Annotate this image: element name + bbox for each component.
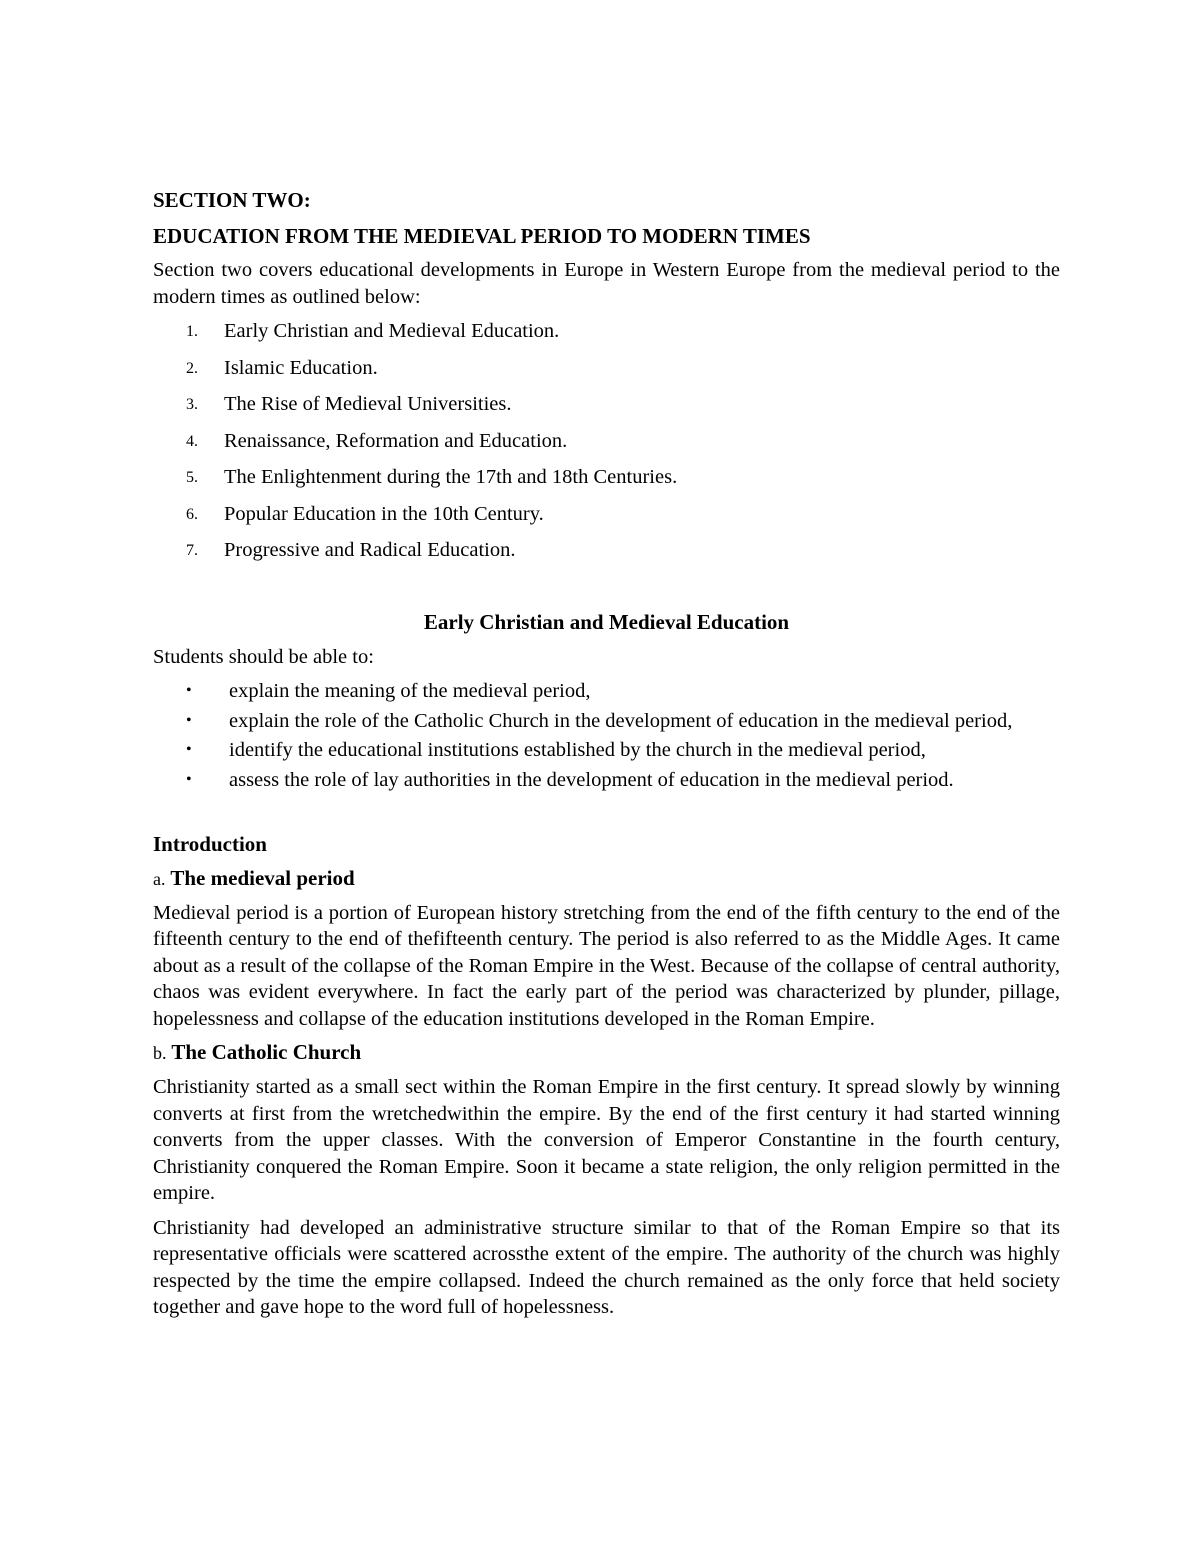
outline-list <box>153 318 1060 563</box>
students-intro: Students should be able to: <box>153 646 374 668</box>
objectives-list <box>153 678 1060 793</box>
bullet-icon: • <box>186 682 192 699</box>
subsection-b-letter: b. <box>153 1043 167 1063</box>
objective-text: identify the educational institutions established by the church in the medieval period, <box>229 739 926 761</box>
bullet-icon: • <box>186 741 192 758</box>
objective-text: explain the role of the Catholic Church in the development of education in the medieval period, <box>229 709 1013 732</box>
document-page <box>153 186 1060 1321</box>
section-label: SECTION TWO: <box>153 188 311 212</box>
introduction-heading: Introduction <box>153 831 267 856</box>
subsection-b-heading <box>153 1038 1060 1067</box>
outline-text: Progressive and Radical Education. <box>224 539 516 561</box>
outline-text: Early Christian and Medieval Education. <box>224 320 560 342</box>
outline-item <box>153 391 1060 417</box>
outline-number: 1. <box>186 323 198 340</box>
outline-text: The Enlightenment during the 17th and 18th Centuries. <box>224 466 678 488</box>
subsection-a-letter: a. <box>153 868 166 889</box>
subsection-b-paragraph-1: Christianity started as a small sect within the Roman Empire in the first century. It spread slowly by winning converts at first from the wretchedwithin the empire. By the end of the first century it had started winning converts from the upper classes. With the conversion of Emperor Constantine in the fourth century, Christianity conquered the Roman Empire. Soon it became a state religion, the only religion permitted in the empire. <box>153 1076 1060 1204</box>
objective-item <box>153 708 1060 734</box>
subsection-a-title: The medieval period <box>170 865 355 890</box>
outline-item <box>153 537 1060 563</box>
outline-item <box>153 355 1060 381</box>
objective-text: explain the meaning of the medieval period, <box>229 680 591 702</box>
outline-number: 2. <box>186 359 198 377</box>
outline-number: 7. <box>186 542 198 559</box>
outline-number: 3. <box>186 396 198 413</box>
bullet-icon: • <box>186 770 192 788</box>
outline-item <box>153 428 1060 454</box>
outline-item <box>153 501 1060 527</box>
subsection-b-paragraph-2: Christianity had developed an administrative structure similar to that of the Roman Empire so that its representative officials were scattered acrossthe extent of the empire. The authority of the church was highly respected by the time the empire collapsed. Indeed the church remained as the only force that held society together and gave hope to the word full of hopelessness. <box>153 1216 1060 1318</box>
outline-number: 4. <box>186 432 198 450</box>
subsection-a-heading <box>153 864 1060 893</box>
objective-item <box>153 737 1060 763</box>
subsection-a-paragraph: Medieval period is a portion of European history stretching from the end of the fifth century to the end of the fifteenth century to the end of thefifteenth century. The period is also referred to as the Middle Ages. It came about as a result of the collapse of the Roman Empire in the West. Because of the collapse of central authority, chaos was evident everywhere. In fact the early part of the period was characterized by plunder, pillage, hopelessness and collapse of the education institutions developed in the Roman Empire. <box>153 901 1060 1030</box>
subsection-b-title: The Catholic Church <box>171 1040 362 1064</box>
objective-item <box>153 678 1060 704</box>
outline-number: 6. <box>186 505 198 523</box>
outline-number: 5. <box>186 469 198 486</box>
bullet-icon: • <box>186 711 192 729</box>
outline-text: Popular Education in the 10th Century. <box>224 502 544 525</box>
outline-text: Islamic Education. <box>224 356 378 379</box>
objective-text: assess the role of lay authorities in the development of education in the medieval period. <box>229 768 954 791</box>
chapter-heading: Early Christian and Medieval Education <box>423 610 790 634</box>
outline-item <box>153 464 1060 490</box>
outline-text: The Rise of Medieval Universities. <box>224 393 512 415</box>
outline-text: Renaissance, Reformation and Education. <box>224 429 568 452</box>
section-title: EDUCATION FROM THE MEDIEVAL PERIOD TO MODERN TIMES <box>153 224 811 248</box>
intro-paragraph: Section two covers educational developments in Europe in Western Europe from the medieval period to the modern times as outlined below: <box>153 259 1060 308</box>
outline-item <box>153 318 1060 344</box>
objective-item <box>153 767 1060 793</box>
